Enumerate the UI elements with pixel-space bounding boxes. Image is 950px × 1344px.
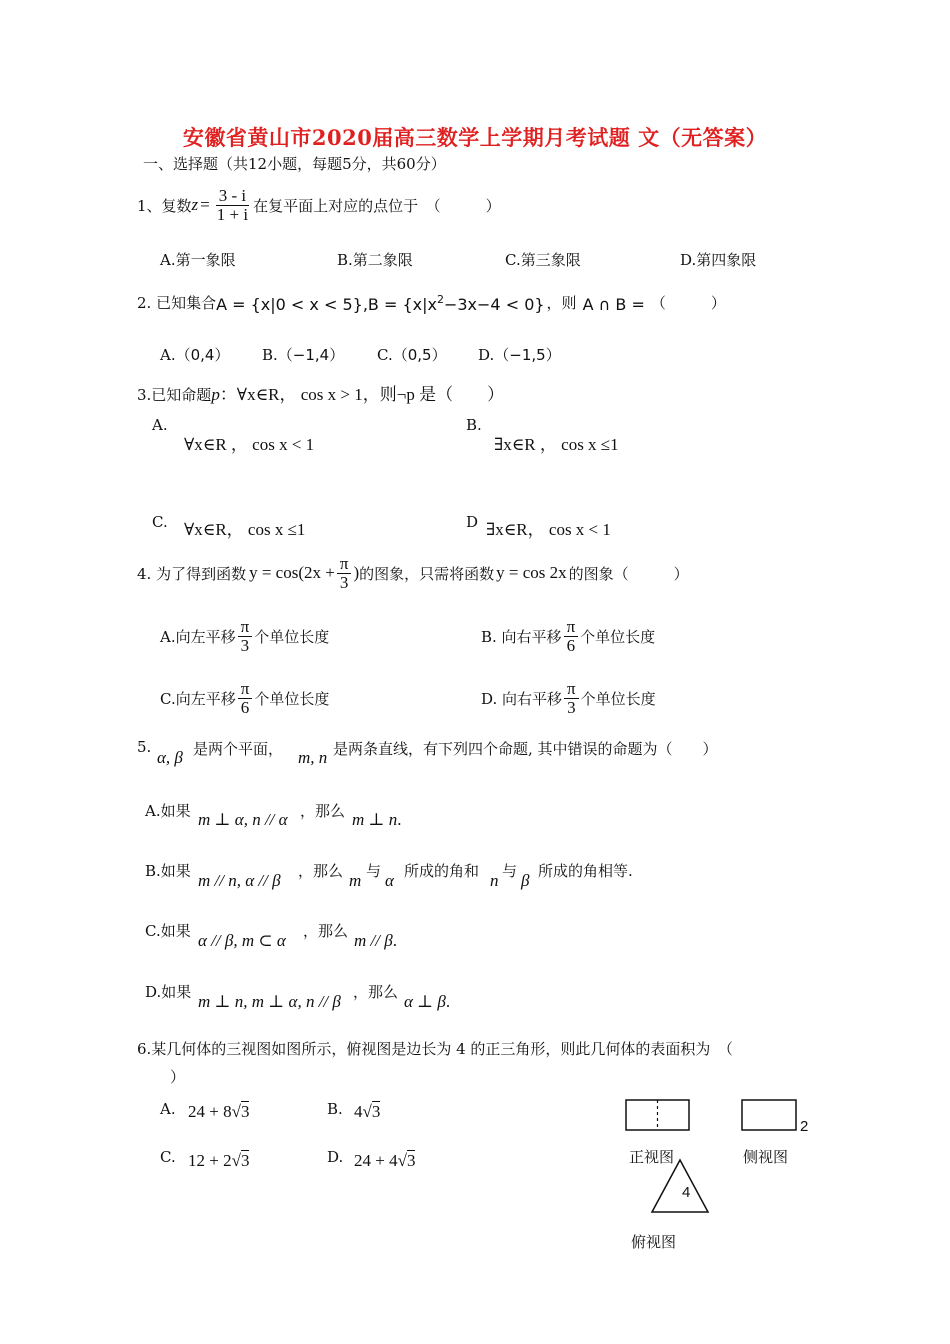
q5-option-d-condition: m ⊥ n, m ⊥ α, n // β (198, 992, 341, 1011)
q1-option-d: D.第四象限 (680, 251, 757, 269)
q5-option-c-end: . (392, 931, 397, 950)
q3-p: p (211, 385, 220, 404)
q4-option-d-den: 3 (567, 697, 576, 717)
q3-option-a-label: A. (152, 416, 168, 434)
q4-option-c-label: C.向左平移 (160, 689, 236, 708)
side-view-dimension: 2 (800, 1118, 809, 1135)
q4-option-a-label: A.向左平移 (160, 627, 236, 646)
q3-option-c-value: ∀x∈R， cos x ≤1 (184, 520, 306, 539)
question-4 (137, 555, 689, 592)
q6-option-b-radicand: 3 (371, 1102, 381, 1121)
q5-text-1: 是两个平面， (193, 740, 284, 758)
q3-option-b-value: ∃x∈R ， cos x ≤1 (494, 435, 619, 454)
q2-option-a (160, 344, 229, 365)
q6-option-d-coef: 24 + 4 (354, 1151, 398, 1170)
q5-m-n: m, n (298, 748, 328, 767)
q5-option-d-then: ，那么 (353, 983, 399, 1001)
q2-set-a: A = {x|0 < x < 5},B = {x|x (216, 295, 437, 314)
q1-denominator: 1 + i (216, 204, 249, 224)
q5-option-a-label: A.如果 (145, 802, 191, 820)
q4-option-a-den: 3 (240, 635, 250, 655)
q5-text-2: 是两条直线，有下列四个命题, 其中错误的命题为（ ） (333, 740, 718, 758)
q4-option-b-pi: π (564, 618, 579, 637)
q4-option-b (481, 618, 655, 655)
q4-option-d-pi: π (564, 680, 579, 699)
page-title: 安徽省黄山市2020届高三数学上学期月考试题 文（无答案） (182, 125, 768, 150)
q5-option-d-result (404, 992, 450, 1012)
q5-option-b-condition: m // n, α // β (198, 871, 281, 890)
q5-option-a-condition: m ⊥ α, n // α (198, 810, 288, 829)
sqrt-icon: √ (397, 1151, 407, 1170)
q5-option-a-end: . (397, 810, 402, 829)
q4-option-d-suffix: 个单位长度 (580, 689, 656, 708)
q3-prefix: 3.已知命题 (137, 386, 212, 404)
q4-func1-a: y = cos(2x + (249, 563, 335, 583)
q6-option-c-radicand: 3 (240, 1151, 250, 1170)
q5-option-c-label: C.如果 (145, 922, 191, 940)
q1-suffix: 在复平面上对应的点位于 （ ） (253, 196, 501, 215)
q5-option-b-m: m (349, 871, 362, 890)
q2-paren: （ ） (650, 294, 726, 312)
sqrt-icon: √ (362, 1102, 372, 1121)
q4-option-c-suffix: 个单位长度 (254, 689, 330, 708)
q2-option-c-label: C. (377, 346, 393, 364)
q5-option-b-beta: β (521, 871, 530, 890)
q6-option-d-value (354, 1151, 415, 1171)
q4-prefix: 4. 为了得到函数 (137, 564, 247, 583)
q5-option-b-angle-text: 所成的角和 (404, 862, 480, 880)
q2-exponent: 2 (436, 293, 444, 306)
q5-alpha-beta: α, β (157, 748, 183, 767)
q6-option-c-coef: 12 + 2 (188, 1151, 232, 1170)
q4-option-c-pi: π (238, 680, 253, 699)
q5-prefix: 5. (137, 738, 152, 756)
q6-option-d-radicand: 3 (406, 1151, 416, 1170)
q1-numerator: 3 - i (216, 187, 249, 206)
q4-pi: π (337, 555, 352, 574)
q6-option-b-value (354, 1102, 380, 1122)
q6-option-b-coef: 4 (354, 1102, 363, 1121)
q1-option-b: B.第二象限 (337, 251, 413, 269)
q5-option-d-end: . (445, 992, 451, 1011)
q3-option-b-label: B. (466, 416, 482, 434)
q4-option-d-fraction (564, 680, 579, 717)
q5-option-a-then: ，那么 (300, 802, 346, 820)
sqrt-icon: √ (231, 1102, 241, 1121)
q3-option-d-label: D (466, 513, 479, 531)
q6-option-a-coef: 24 + 8 (188, 1102, 232, 1121)
q5-option-b-angle-equal: 所成的角相等. (538, 862, 633, 880)
q5-option-b-yu-1: 与 (366, 862, 382, 880)
q4-three: 3 (339, 572, 349, 592)
q1-prefix: 1、复数 (137, 196, 192, 215)
q6-line-1: 6.某几何体的三视图如图所示，俯视图是边长为 4 的正三角形，则此几何体的表面积为 （ (137, 1040, 733, 1058)
q5-option-c-result (354, 931, 397, 951)
q2-option-b-label: B. (262, 346, 278, 364)
q3-option-a-value: ∀x∈R ， cos x < 1 (184, 435, 315, 454)
q2-option-d (478, 344, 561, 365)
q5-option-a-result-text: m ⊥ n (352, 810, 398, 829)
q4-option-a-fraction (238, 618, 253, 655)
q1-z: z (191, 195, 199, 215)
q1-option-c: C.第三象限 (505, 251, 581, 269)
q5-option-a-result (352, 810, 402, 830)
top-view-triangle (652, 1160, 708, 1212)
q2-option-a-value: （0,4） (175, 346, 230, 364)
q4-option-a-pi: π (238, 618, 253, 637)
q4-pi-over-3 (337, 555, 352, 592)
q4-option-b-den: 6 (566, 635, 576, 655)
q2-option-a-label: A. (160, 346, 176, 364)
q2-option-b-value: （−1,4） (277, 346, 345, 364)
q4-option-c-den: 6 (240, 697, 250, 717)
q2-set-b: −3x−4 < 0} (443, 295, 545, 314)
q2-intersection: A ∩ B = (582, 295, 645, 314)
q4-option-c-fraction (238, 680, 253, 717)
q2-option-c (377, 344, 447, 365)
question-3 (137, 380, 504, 405)
q1-option-a: A.第一象限 (160, 251, 236, 269)
section-header: 一、选择题（共12小题，每题5分，共60分） (143, 155, 446, 173)
q2-option-b (262, 344, 344, 365)
q6-option-c-label: C. (160, 1148, 176, 1166)
top-view-dimension: 4 (682, 1184, 691, 1201)
q4-option-b-fraction (564, 618, 579, 655)
q4-option-c (160, 680, 329, 717)
q2-option-d-value: （−1,5） (494, 346, 561, 364)
q4-mid: 的图象，只需将函数 (359, 564, 495, 583)
front-view-label: 正视图 (629, 1148, 675, 1166)
q5-option-d-label: D.如果 (145, 983, 192, 1001)
top-view-label: 俯视图 (631, 1233, 677, 1251)
side-view-label: 侧视图 (743, 1148, 789, 1166)
q3-option-c-label: C. (152, 513, 168, 531)
question-1 (137, 187, 501, 224)
q2-option-d-label: D. (478, 346, 495, 364)
q6-option-a-value (188, 1102, 249, 1122)
q5-option-b-yu-2: 与 (502, 862, 518, 880)
q5-option-b-then: ，那么 (298, 862, 344, 880)
q5-option-c-then: ，那么 (303, 922, 349, 940)
q3-body: ：∀x∈R， cos x > 1，则¬p 是（ ） (219, 385, 505, 404)
q4-option-a-suffix: 个单位长度 (254, 627, 330, 646)
q4-func2: y = cos 2x (496, 563, 567, 583)
q6-option-a-label: A. (160, 1100, 176, 1118)
q1-fraction (214, 187, 251, 224)
q4-option-a (160, 618, 329, 655)
q6-option-c-value (188, 1151, 249, 1171)
q6-option-a-radicand: 3 (240, 1102, 250, 1121)
q4-suffix: 的图象（ ） (568, 564, 689, 583)
q6-option-d-label: D. (327, 1148, 344, 1166)
q4-option-b-label: B. 向右平移 (481, 627, 562, 646)
q2-prefix: 2. 已知集合 (137, 294, 217, 312)
q4-option-d (481, 680, 656, 717)
q4-option-b-suffix: 个单位长度 (580, 627, 656, 646)
q6-line-2: ） (170, 1068, 186, 1086)
q4-func1-b: ) (353, 563, 360, 583)
q6-option-b-label: B. (327, 1100, 343, 1118)
q5-option-d-result-text: α ⊥ β (404, 992, 446, 1011)
sqrt-icon: √ (231, 1151, 241, 1170)
q2-option-c-value: （0,5） (392, 346, 447, 364)
q5-option-c-result-text: m // β (354, 931, 393, 950)
q5-option-c-condition: α // β, m ⊂ α (198, 931, 286, 950)
q1-eq: = (200, 195, 210, 215)
q5-option-b-label: B.如果 (145, 862, 191, 880)
q5-option-b-n: n (490, 871, 499, 890)
question-2 (137, 292, 726, 314)
q3-option-d-value: ∃x∈R， cos x < 1 (486, 520, 611, 539)
q4-option-d-label: D. 向右平移 (481, 689, 563, 708)
q2-then: ，则 (546, 294, 577, 312)
q5-option-b-alpha: α (385, 871, 394, 890)
side-view-rect (742, 1100, 796, 1130)
